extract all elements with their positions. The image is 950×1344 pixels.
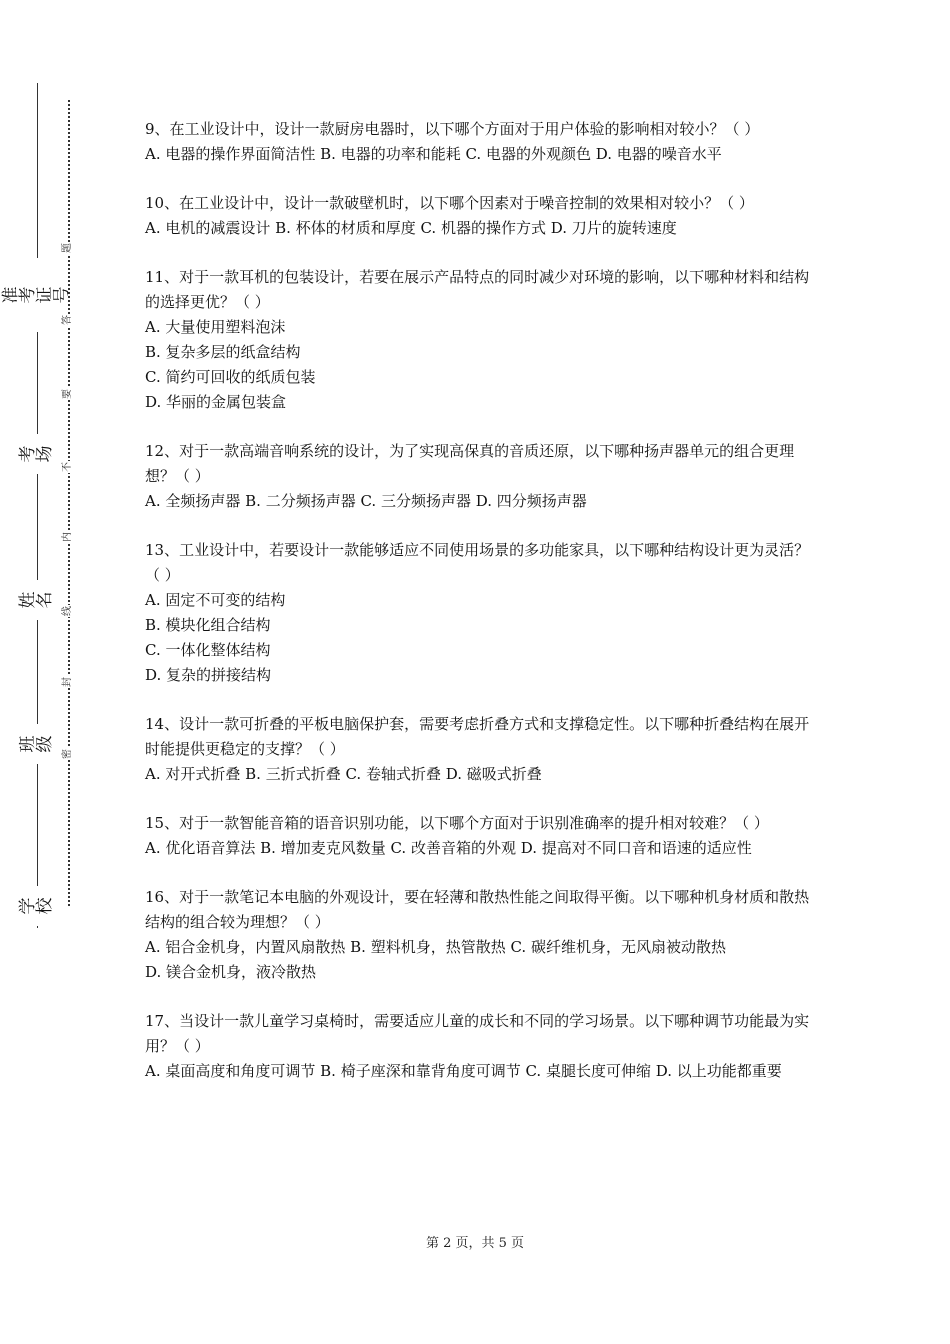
field-school-label: 学校 [22,886,52,926]
question-text: 11、对于一款耳机的包装设计，若要在展示产品特点的同时减少对环境的影响，以下哪种材料和结构的选择更优？（ ） [145,268,810,311]
question-text: 12、对于一款高端音响系统的设计，为了实现高保真的音质还原，以下哪种扬声器单元的组合更理想？（ ） [145,442,795,485]
binding-margin [0,0,110,1344]
option-d: D. 镁合金机身，液冷散热 [145,963,317,981]
seal-char: 封 [62,677,73,687]
option-c: C. 一体化整体结构 [145,641,271,659]
option-c: C. 简约可回收的纸质包装 [145,368,316,386]
seal-char: 题 [62,243,73,253]
option-b: B. 复杂多层的纸盒结构 [145,343,301,361]
seal-dotted-line [68,100,70,906]
question-17 [145,1009,815,1084]
seal-char: 不 [62,462,73,472]
option-a: A. 固定不可变的结构 [145,591,286,609]
field-exam-room-label: 考场 [22,434,52,474]
question-10 [145,191,815,241]
question-11 [145,265,815,415]
binding-solid-line [37,83,38,928]
question-options: A. 电器的操作界面简洁性 B. 电器的功率和能耗 C. 电器的外观颜色 D. 电器的噪音水平 [145,145,722,163]
question-options: A. 铝合金机身，内置风扇散热 B. 塑料机身，热管散热 C. 碳纤维机身，无风扇被动散热 [145,938,726,956]
seal-char: 密 [62,749,73,759]
question-15 [145,811,815,861]
question-list [145,117,815,1108]
question-text: 9、在工业设计中，设计一款厨房电器时，以下哪个方面对于用户体验的影响相对较小？（ ） [145,120,760,138]
field-exam-number-label: 准考证号 [22,258,52,332]
field-name-label: 姓名 [22,580,52,620]
seal-char: 答 [62,315,73,325]
question-14 [145,712,815,787]
question-options: A. 桌面高度和角度可调节 B. 椅子座深和靠背角度可调节 C. 桌腿长度可伸缩 D. 以上功能都重要 [145,1062,782,1080]
option-d: D. 复杂的拼接结构 [145,666,272,684]
question-13 [145,538,815,688]
option-d: D. 华丽的金属包装盒 [145,393,287,411]
seal-char: 要 [62,389,73,399]
question-options: A. 全频扬声器 B. 二分频扬声器 C. 三分频扬声器 D. 四分频扬声器 [145,492,587,510]
question-options: A. 对开式折叠 B. 三折式折叠 C. 卷轴式折叠 D. 磁吸式折叠 [145,765,542,783]
question-options: A. 优化语音算法 B. 增加麦克风数量 C. 改善音箱的外观 D. 提高对不同口音和语速的适应性 [145,839,752,857]
page-footer: 第 2 页，共 5 页 [425,1236,525,1251]
option-b: B. 模块化组合结构 [145,616,271,634]
question-12 [145,439,815,514]
seal-char: 线 [62,606,73,616]
question-text: 15、对于一款智能音箱的语音识别功能，以下哪个方面对于识别准确率的提升相对较难？（ ） [145,814,769,832]
question-16 [145,885,815,985]
seal-char: 内 [62,532,73,542]
question-text: 16、对于一款笔记本电脑的外观设计，要在轻薄和散热性能之间取得平衡。以下哪种机身材质和散热结构的组合较为理想？（ ） [145,888,810,931]
question-options: A. 电机的减震设计 B. 杯体的材质和厚度 C. 机器的操作方式 D. 刀片的旋转速度 [145,219,677,237]
question-text: 14、设计一款可折叠的平板电脑保护套，需要考虑折叠方式和支撑稳定性。以下哪种折叠结构在展开时能提供更稳定的支撑？（ ） [145,715,810,758]
question-text: 10、在工业设计中，设计一款破壁机时，以下哪个因素对于噪音控制的效果相对较小？（ ） [145,194,754,212]
question-9 [145,117,815,167]
field-class-label: 班级 [22,724,52,764]
question-text: 13、工业设计中，若要设计一款能够适应不同使用场景的多功能家具，以下哪种结构设计更为灵活？（ ） [145,541,810,584]
option-a: A. 大量使用塑料泡沫 [145,318,286,336]
question-text: 17、当设计一款儿童学习桌椅时，需要适应儿童的成长和不同的学习场景。以下哪种调节功能最为实用？（ ） [145,1012,810,1055]
